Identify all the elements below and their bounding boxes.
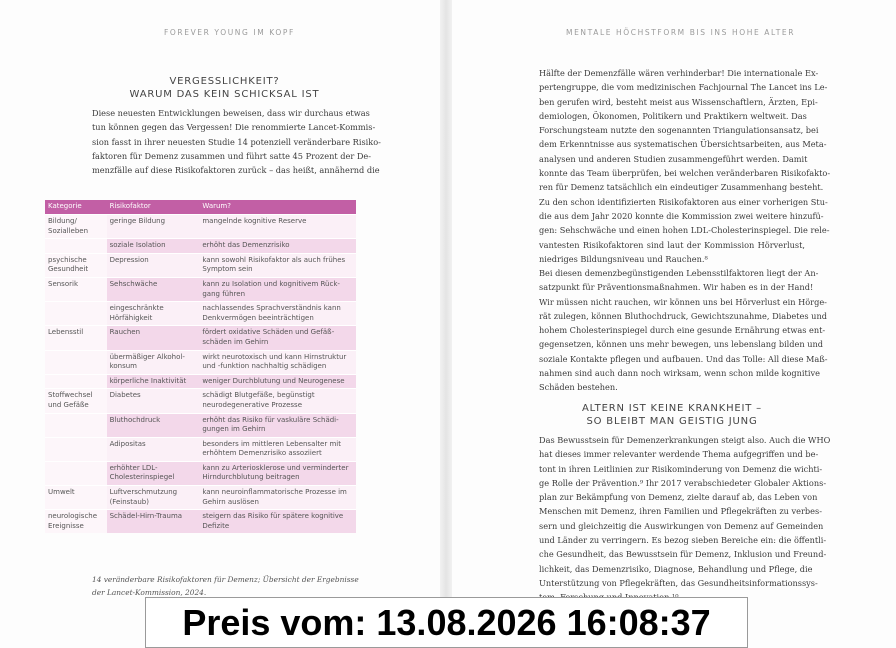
- cell-why: mangelnde kognitive Reserve: [199, 215, 356, 239]
- table-body: [45, 215, 356, 534]
- table-caption: [92, 574, 359, 599]
- text-line: rät zulegen, können Bluthochdruck, Gewichtszunahme, Diabetes und: [539, 310, 827, 321]
- cell-category: Stoffwechsel und Gefäße: [45, 389, 107, 413]
- cell-category: [45, 461, 107, 485]
- cell-category: [45, 437, 107, 461]
- cell-risk-factor: Depression: [107, 253, 200, 277]
- caption-line: der Lancet-Kommission, 2024.: [92, 587, 207, 597]
- cell-why: schädigt Blutgefäße, begünstigt neurodegenerative Prozesse: [199, 389, 356, 413]
- table-row: [45, 253, 356, 277]
- cell-category: [45, 374, 107, 389]
- column-header-risk-factor: Risikofaktor: [107, 200, 200, 215]
- table-row: [45, 486, 356, 510]
- table-row: [45, 374, 356, 389]
- text-line: Menschen mit Demenz, ihren Familien und Pflegekräften zu verbes-: [539, 506, 822, 517]
- price-banner: Preis vom: 13.08.2026 16:08:37: [145, 597, 748, 648]
- text-line: analysen und anderen Studien zusammengeführt werden. Damit: [539, 153, 808, 164]
- who-paragraph: [539, 433, 831, 605]
- cell-category: Umwelt: [45, 486, 107, 510]
- text-line: Bei diesen demenzbegünstigenden Lebensstilfaktoren liegt der An-: [539, 268, 819, 278]
- heading-line: VERGESSLICHKEIT?: [169, 76, 280, 87]
- book-gutter: [440, 0, 452, 648]
- cell-why: kann zu Arteriosklerose und verminderter Hirndurchblutung beitragen: [199, 461, 356, 485]
- heading-line: ALTERN IST KEINE KRANKHEIT –: [582, 403, 762, 414]
- cell-category: Bildung/ Sozialleben: [45, 215, 107, 239]
- table-row: [45, 350, 356, 374]
- cell-risk-factor: Diabetes: [107, 389, 200, 413]
- cell-why: kann zu Isolation und kognitivem Rück-gang führen: [199, 277, 356, 301]
- cell-why: wirkt neurotoxisch und kann Hirnstruktur und -funktion nachhaltig schädigen: [199, 350, 356, 374]
- cell-why: steigern das Risiko für spätere kognitive Defizite: [199, 510, 356, 534]
- column-header-category: Kategorie: [45, 200, 107, 215]
- text-line: Unterstützung von Pflegekräften, das Gesundheitsinformationssys-: [539, 577, 818, 588]
- text-line: Wir müssen nicht rauchen, wir können uns bei Hörverlust ein Hörge-: [539, 296, 827, 307]
- table-row: [45, 389, 356, 413]
- text-line: soziale Kontakte pflegen und aufbauen. Und das Tolle: All diese Maß-: [539, 353, 828, 364]
- table-row: [45, 510, 356, 534]
- table-row: [45, 215, 356, 239]
- cell-category: [45, 302, 107, 326]
- table-row: [45, 239, 356, 254]
- text-line: Schäden bestehen.: [539, 382, 618, 393]
- cell-risk-factor: soziale Isolation: [107, 239, 200, 254]
- cell-why: nachlassendes Sprachverständnis kann Denkvermögen beeinträchtigen: [199, 302, 356, 326]
- cell-risk-factor: geringe Bildung: [107, 215, 200, 239]
- text-line: demiologen, Ökonomen, Politikern und Praktikern weltweit. Das: [539, 110, 807, 121]
- text-line: gegensetzen, können uns mehr bewegen, uns lebenslang bilden und: [539, 339, 824, 350]
- text-line: plan zur Bekämpfung von Demenz, zielte darauf ab, das Leben von: [539, 492, 818, 503]
- text-line: sern und gleichzeitig die Auswirkungen von Demenz auf Gemeinden: [539, 520, 824, 531]
- table-header-row: [45, 200, 356, 215]
- cell-risk-factor: Rauchen: [107, 326, 200, 350]
- text-line: ge Rolle der Prävention.⁹ Ihr 2017 verabschiedeter Globaler Aktions-: [539, 477, 827, 488]
- table-row: [45, 437, 356, 461]
- table-row: [45, 277, 356, 301]
- continuation-paragraph: [539, 66, 831, 266]
- text-line: dem Erkenntnisse aus systematischen Übersichtsarbeiten, aus Meta-: [539, 139, 827, 150]
- cell-why: kann neuroinflammatorische Prozesse im Gehirn auslösen: [199, 486, 356, 510]
- cell-why: fördert oxidative Schäden und Gefäß-schäden im Gehirn: [199, 326, 356, 350]
- section-heading-left: [92, 75, 357, 101]
- risk-factor-table: [45, 200, 356, 533]
- text-line: niedriges Bildungsniveau und Rauchen.⁸: [539, 253, 708, 264]
- cell-why: erhöht das Risiko für vaskuläre Schädi-gungen im Gehirn: [199, 413, 356, 437]
- text-line: Hälfte der Demenzfälle wären verhinderbar! Die internationale Ex-: [539, 68, 819, 78]
- cell-risk-factor: Schädel-Hirn-Trauma: [107, 510, 200, 534]
- table-row: [45, 461, 356, 485]
- table-row: [45, 326, 356, 350]
- text-line: lichkeit, das Demenzrisiko, Diagnose, Behandlung und Pflege, die: [539, 563, 813, 574]
- text-line: tont in ihren Leitlinien zur Risikominderung von Demenz die wichti-: [539, 463, 823, 474]
- text-line: Das Bewusstsein für Demenzerkrankungen steigt also. Auch die WHO: [539, 435, 831, 445]
- cell-category: psychische Gesundheit: [45, 253, 107, 277]
- cell-risk-factor: erhöhter LDL-Cholesterinspiegel: [107, 461, 200, 485]
- text-line: und Länder zu verringern. Es bezog sieben Bereiche ein: die öffentli-: [539, 535, 827, 546]
- cell-risk-factor: Adipositas: [107, 437, 200, 461]
- running-head-right: MENTALE HÖCHSTFORM BIS INS HOHE ALTER: [566, 28, 796, 37]
- left-page: [0, 0, 440, 648]
- cell-risk-factor: körperliche Inaktivität: [107, 374, 200, 389]
- cell-why: erhöht das Demenzrisiko: [199, 239, 356, 254]
- cell-risk-factor: Bluthochdruck: [107, 413, 200, 437]
- running-head-left: FOREVER YOUNG IM KOPF: [164, 28, 295, 37]
- cell-category: [45, 239, 107, 254]
- text-line: pertengruppe, die vom medizinischen Fachjournal The Lancet ins Le-: [539, 82, 828, 93]
- right-page: [452, 0, 896, 648]
- cell-risk-factor: übermäßiger Alkohol-konsum: [107, 350, 200, 374]
- cell-why: besonders im mittleren Lebensalter mit erhöhtem Demenzrisiko assoziiert: [199, 437, 356, 461]
- text-line: nahmen sind auch dann noch wirksam, wenn schon milde kognitive: [539, 368, 820, 379]
- text-line: die aus dem Jahr 2020 konnte die Kommission zwei weitere hinzufü-: [539, 210, 824, 221]
- cell-category: neurologische Ereignisse: [45, 510, 107, 534]
- text-line: satzpunkt für Präventionsmaßnahmen. Wir haben es in der Hand!: [539, 282, 814, 293]
- intro-paragraph: [92, 106, 381, 177]
- cell-risk-factor: eingeschränkte Hörfähigkeit: [107, 302, 200, 326]
- text-line: hat dieses immer relevanter werdende Thema aufgegriffen und be-: [539, 449, 819, 460]
- cell-risk-factor: Sehschwäche: [107, 277, 200, 301]
- text-line: tun können gegen das Vergessen! Die renommierte Lancet-Kommis-: [92, 122, 376, 133]
- cell-category: [45, 413, 107, 437]
- caption-line: 14 veränderbare Risikofaktoren für Demenz; Übersicht der Ergebnisse: [92, 575, 359, 584]
- column-header-why: Warum?: [199, 200, 356, 215]
- text-line: ben gerufen wird, besteht meist aus Wissenschaftlern, Ärzten, Epi-: [539, 96, 818, 107]
- text-line: sion fasst in ihrer neuesten Studie 14 potenziell veränderbare Risiko-: [92, 136, 381, 147]
- cell-category: [45, 350, 107, 374]
- table-row: [45, 302, 356, 326]
- text-line: ren für Demenz tatsächlich ein eindeutiger Zusammenhang besteht.: [539, 182, 824, 193]
- text-line: faktoren für Demenz zusammen und führt satte 45 Prozent der De-: [92, 150, 372, 161]
- cell-category: Sensorik: [45, 277, 107, 301]
- text-line: vantesten Risikofaktoren sind laut der Kommission Hörverlust,: [539, 239, 805, 250]
- cell-why: weniger Durchblutung und Neurogenese: [199, 374, 356, 389]
- heading-line: SO BLEIBT MAN GEISTIG JUNG: [586, 416, 758, 427]
- text-line: menzfälle auf diese Risikofaktoren zurück – das heißt, annähernd die: [92, 165, 380, 176]
- text-line: Diese neuesten Entwicklungen beweisen, dass wir durchaus etwas: [92, 108, 370, 118]
- cell-why: kann sowohl Risikofaktor als auch frühes Symptom sein: [199, 253, 356, 277]
- text-line: gen: Sehschwäche und einen hohen LDL-Cholesterinspiegel. Die rele-: [539, 225, 830, 236]
- text-line: che Gesundheit, das Bewusstsein für Demenz, Inklusion und Freund-: [539, 549, 827, 560]
- heading-line: WARUM DAS KEIN SCHICKSAL IST: [129, 89, 320, 100]
- text-line: Forschungsteam nutzte den sogenannten Triangulationsansatz, bei: [539, 125, 819, 136]
- text-line: konnte das Team überprüfen, bei welchen veränderbaren Risikofakto-: [539, 168, 831, 179]
- table-row: [45, 413, 356, 437]
- prevention-paragraph: [539, 266, 828, 395]
- cell-risk-factor: Luftverschmutzung (Feinstaub): [107, 486, 200, 510]
- text-line: hohem Cholesterinspiegel durch eine gesunde Ernährung etwas ent-: [539, 325, 826, 336]
- cell-category: Lebensstil: [45, 326, 107, 350]
- text-line: Zu den schon identifizierten Risikofaktoren aus einer vorherigen Stu-: [539, 196, 828, 207]
- section-heading-right: [539, 402, 805, 428]
